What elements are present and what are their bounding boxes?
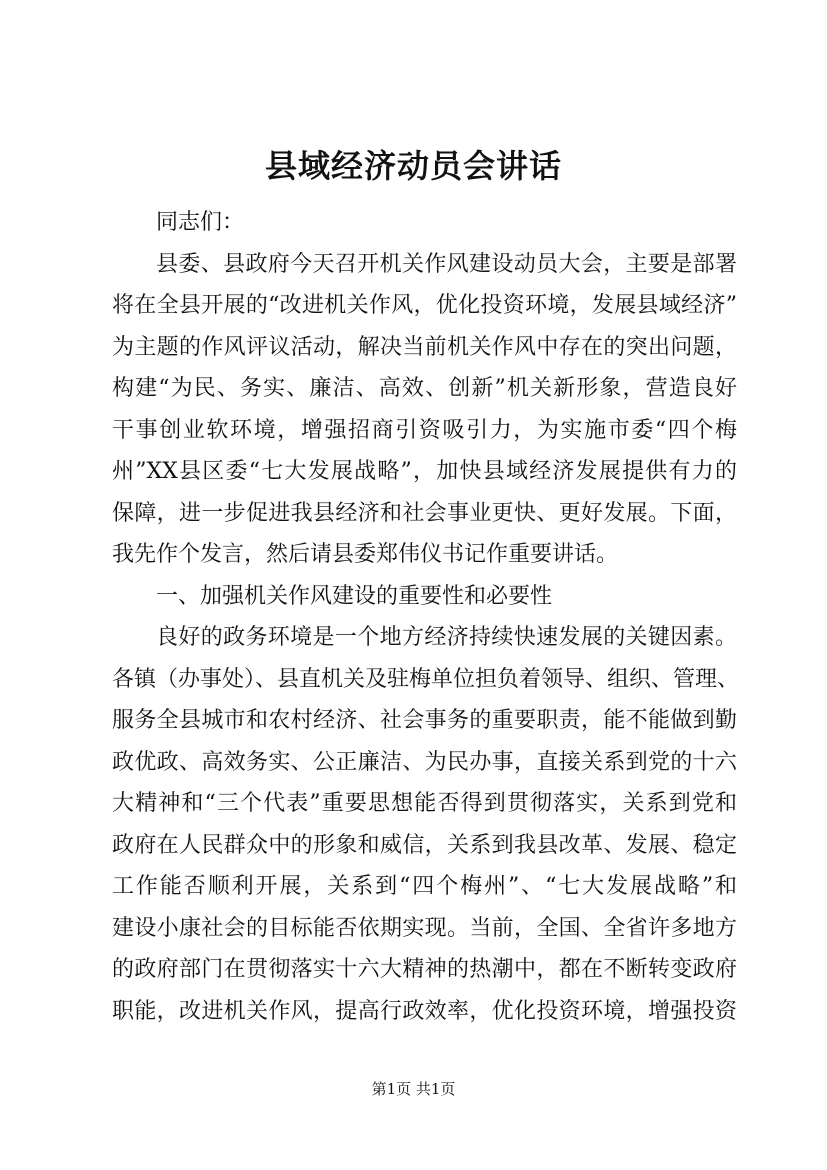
- salutation-line: 同志们：: [156, 210, 245, 235]
- paragraph-line: 州”XX县区委“七大发展战略”，加快县域经济发展提供有力的: [112, 459, 737, 484]
- paragraph-line: 的政府部门在贯彻落实十六大精神的热潮中，都在不断转变政府: [112, 957, 737, 982]
- paragraph-line: 政优政、高效务实、公正廉洁、为民办事，直接关系到党的十六: [112, 749, 737, 775]
- paragraph-line: 干事创业软环境，增强招商引资吸引力，为实施市委“四个梅: [112, 417, 737, 443]
- paragraph-line: 县委、县政府今天召开机关作风建设动员大会，主要是部署: [156, 251, 737, 277]
- paragraph-line: 将在全县开展的“改进机关作风，优化投资环境，发展县域经济”: [112, 293, 737, 318]
- paragraph-line: 建设小康社会的目标能否依期实现。当前，全国、全省许多地方: [112, 915, 737, 941]
- document-title: 县域经济动员会讲话: [264, 147, 562, 185]
- paragraph-line: 职能，改进机关作风，提高行政效率，优化投资环境，增强投资: [112, 998, 737, 1024]
- document-body: [112, 202, 740, 1032]
- paragraph-line: 大精神和“三个代表”重要思想能否得到贯彻落实，关系到党和: [112, 791, 737, 816]
- paragraph-line: 政府在人民群众中的形象和威信，关系到我县改革、发展、稳定: [112, 832, 737, 858]
- paragraph-line: 工作能否顺利开展，关系到“四个梅州”、“七大发展战略”和: [112, 874, 737, 899]
- paragraph-line: 构建“为民、务实、廉洁、高效、创新”机关新形象，营造良好: [112, 376, 737, 401]
- paragraph-line: 服务全县城市和农村经济、社会事务的重要职责，能不能做到勤: [112, 708, 737, 733]
- paragraph-line: 我先作个发言，然后请县委郑伟仪书记作重要讲话。: [112, 542, 619, 567]
- paragraph-line: 保障，进一步促进我县经济和社会事业更快、更好发展。下面，: [112, 500, 737, 526]
- paragraph-line: 良好的政务环境是一个地方经济持续快速发展的关键因素。: [156, 625, 737, 650]
- section-heading: 一、加强机关作风建设的重要性和必要性: [156, 583, 553, 609]
- paragraph-line: 为主题的作风评议活动，解决当前机关作风中存在的突出问题，: [112, 334, 737, 360]
- page-footer: 第1页 共1页: [371, 1080, 456, 1098]
- paragraph-line: 各镇（办事处）、县直机关及驻梅单位担负着领导、组织、管理、: [112, 666, 740, 692]
